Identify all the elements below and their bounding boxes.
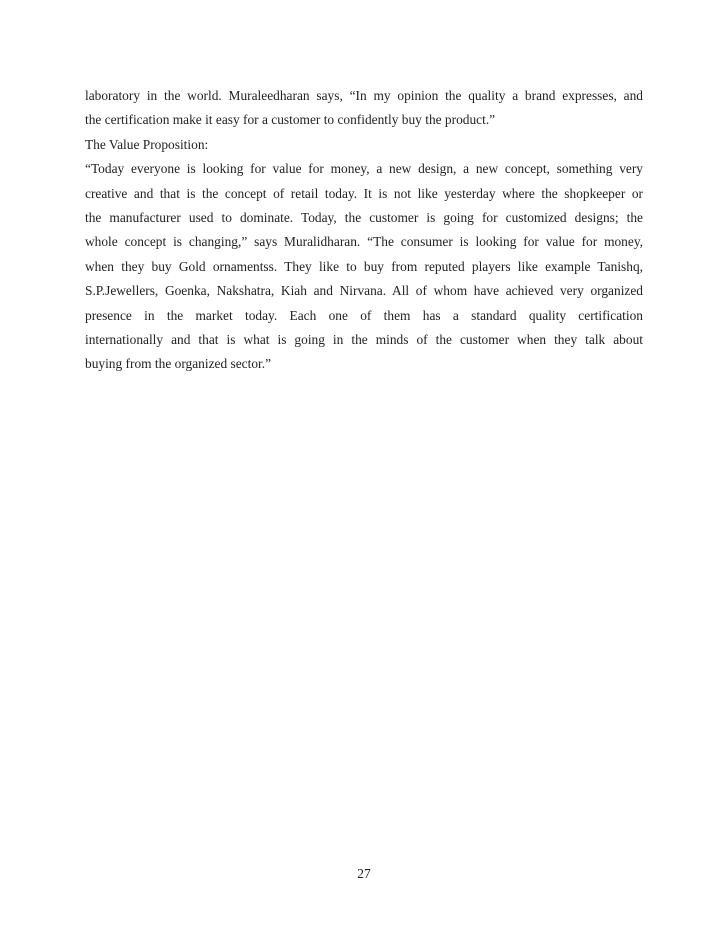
page-content [85, 84, 643, 377]
text-line: buying from the organized sector.” [85, 356, 272, 372]
text-line: when they buy Gold ornamentss. They like to buy from reputed players like example Tanishq, [85, 258, 643, 274]
page-number-text: 27 [357, 866, 371, 881]
text-line: creative and that is the concept of retail today. It is not like yesterday where the shopkeeper or [85, 185, 643, 201]
text-line: laboratory in the world. Muraleedharan says, “In my opinion the quality a brand expresses, and [85, 88, 643, 103]
text-line: presence in the market today. Each one of them has a standard quality certification [85, 307, 643, 323]
paragraph-value-proposition [85, 157, 643, 377]
text-line: the certification make it easy for a customer to confidently buy the product.” [85, 112, 496, 128]
text-line: the manufacturer used to dominate. Today, the customer is going for customized designs; the [85, 210, 643, 226]
section-heading: The Value Proposition: [85, 136, 209, 152]
text-line: S.P.Jewellers, Goenka, Nakshatra, Kiah and Nirvana. All of whom have achieved very organized [85, 283, 643, 299]
text-line: internationally and that is what is going in the minds of the customer when they talk about [85, 332, 643, 348]
text-line: whole concept is changing,” says Muralidharan. “The consumer is looking for value for money, [85, 234, 643, 250]
text-line: “Today everyone is looking for value for money, a new design, a new concept, something very [85, 161, 643, 177]
paragraph-intro [85, 84, 643, 133]
page-number [0, 866, 728, 882]
